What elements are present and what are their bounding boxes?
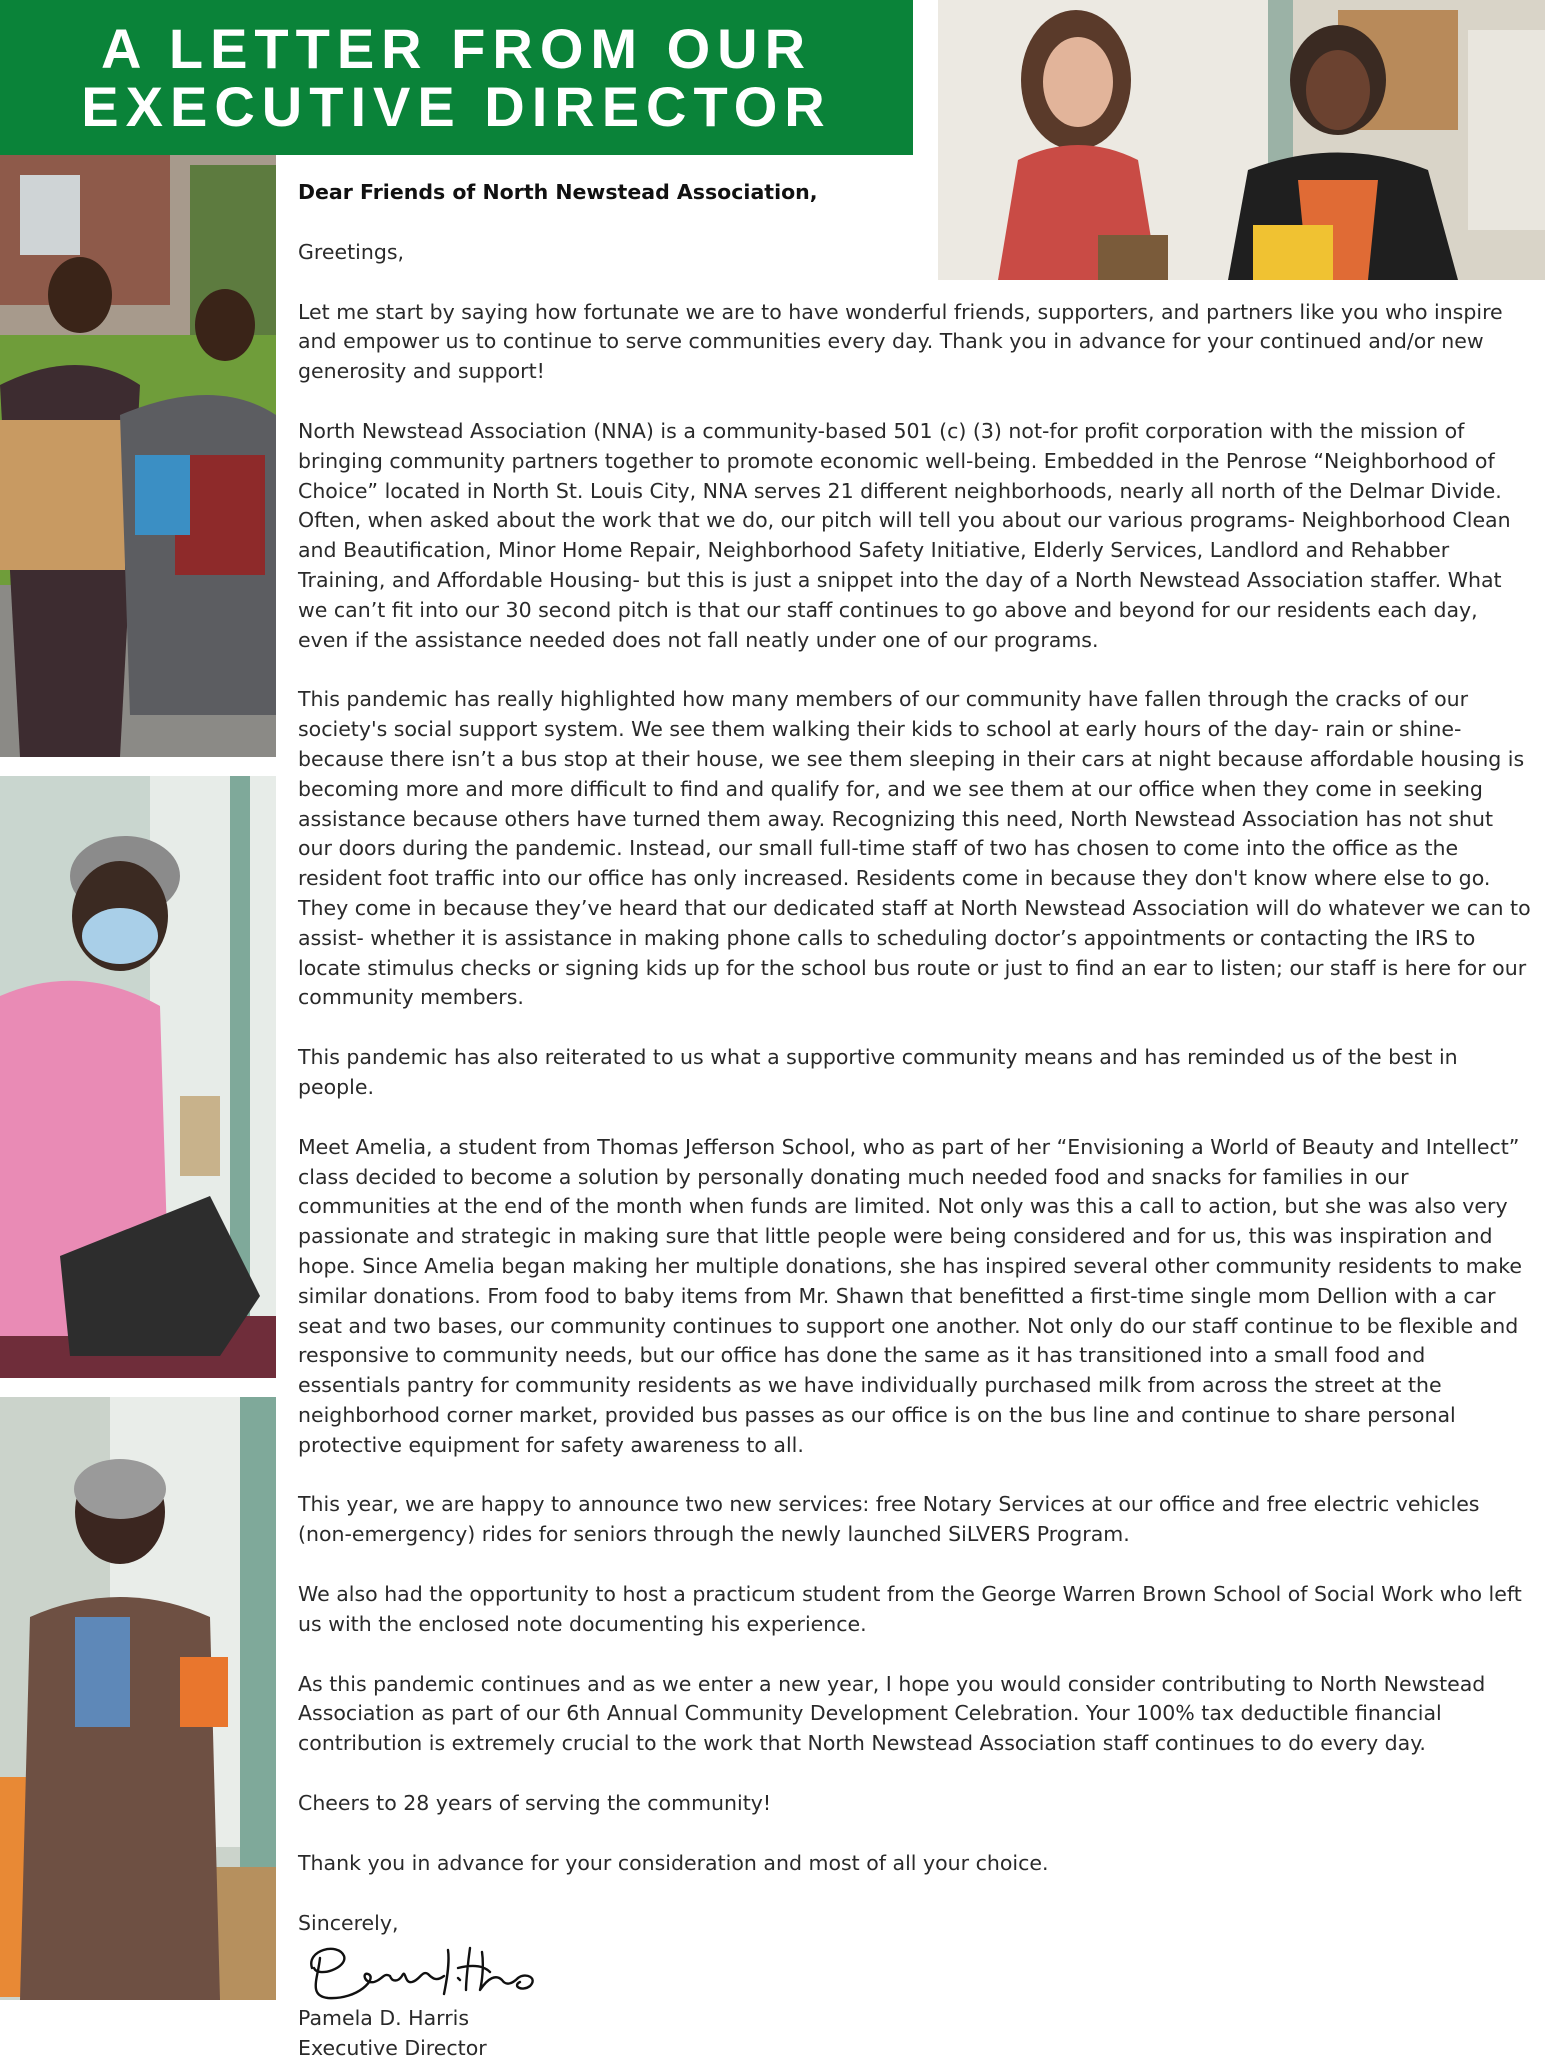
letter-paragraph: Let me start by saying how fortunate we are to have wonderful friends, supporters, and partners like you who inspire and empower us to continue to serve communities every day. Thank you in advance for your continued and/or new generosity and support! [298, 299, 1503, 384]
signer-name: Pamela D. Harris [298, 2006, 470, 2031]
letter-paragraph: North Newstead Association (NNA) is a community-based 501 (c) (3) not-for profit corporation with the mission of bringing community partners together to promote economic well-being. Embedded in the Penrose “Neighborhood of Choice” located in North St. Louis City, NNA serves 21 different neighborhoods, nearly all north of the Delmar Divide. Often, when asked about the work that we do, our pitch will tell you about our various programs- Neighborhood Clean and Beautification, Minor Home Repair, Neighborhood Safety Initiative, Elderly Services, Landlord and Rehabber Training, and Affordable Housing- but this is just a snippet into the day of a North Newstead Association staffer. What we can’t fit into our 30 second pitch is that our staff continues to go above and beyond for our residents each day, even if the assistance needed does not fall neatly under one of our programs. [298, 418, 1511, 652]
header-banner [0, 0, 913, 155]
page-title-line-1: A LETTER FROM OUR [100, 16, 813, 80]
letter-paragraph: Cheers to 28 years of serving the community! [298, 1791, 772, 1816]
letter-body [298, 178, 1533, 2064]
photo-woman-in-pink-shirt [0, 776, 276, 1378]
letter-paragraph: This pandemic has really highlighted how many members of our community have fallen through the cracks of our society's social support system. We see them walking their kids to school at early hours of the day- rain or shine- because there isn’t a bus stop at their house, we see them sleeping in their cars at night because affordable housing is becoming more and more difficult to find and qualify for, and we see them at our office when they come in seeking assistance because others have turned them away. Recognizing this need, North Newstead Association has not shut our doors during the pandemic. Instead, our small full-time staff of two has chosen to come into the office as the resident foot traffic into our office has only increased. Residents come in because they don't know where else to go. They come in because they’ve heard that our dedicated staff at North Newstead Association will do whatever we can to assist- whether it is assistance in making phone calls to scheduling doctor’s appointments or contacting the IRS to locate stimulus checks or signing kids up for the school bus route or just to find an ear to listen; our staff is here for our community members. [298, 687, 1531, 1010]
letter-paragraph: Meet Amelia, a student from Thomas Jefferson School, who as part of her “Envisioning a World of Beauty and Intellect” class decided to become a solution by personally donating much needed food and snacks for families in our communities at the end of the month when funds are limited. Not only was this a call to action, but she was also very passionate and strategic in making sure that little people were being considered and for us, this was inspiration and hope. Since Amelia began making her multiple donations, she has inspired several other community residents to make similar donations. From food to baby items from Mr. Shawn that benefitted a first-time single mom Dellion with a car seat and two bases, our community continues to support one another. Not only do our staff continue to be flexible and responsive to community needs, but our office has done the same as it has transitioned into a small food and essentials pantry for community residents as we have individually purchased milk from across the street at the neighborhood corner market, provided bus passes as our office is on the bus line and continue to share personal protective equipment for safety awareness to all. [298, 1134, 1523, 1457]
letter-paragraph: This pandemic has also reiterated to us what a supportive community means and has reminded us of the best in people. [298, 1045, 1458, 1099]
letter-paragraph: As this pandemic continues and as we enter a new year, I hope you would consider contributing to North Newstead Association as part of our 6th Annual Community Development Celebration. Your 100% tax deductible financial contribution is extremely crucial to the work that North Newstead Association staff continues to do every day. [298, 1671, 1486, 1756]
handwritten-signature [298, 1938, 558, 2004]
letter-paragraph: This year, we are happy to announce two new services: free Notary Services at our office and free electric vehicles (non-emergency) rides for seniors through the newly launched SiLVERS Program. [298, 1492, 1480, 1547]
letter-salutation: Dear Friends of North Newstead Association, [298, 180, 818, 204]
letter-paragraph: Thank you in advance for your consideration and most of all your choice. [298, 1850, 1049, 1875]
photo-family-with-food-box [0, 155, 276, 757]
letter-closing: Sincerely, [298, 1910, 399, 1935]
photo-woman-holding-donations [0, 1397, 276, 2000]
letter-paragraph: We also had the opportunity to host a practicum student from the George Warren Brown School of Social Work who left us with the enclosed note documenting his experience. [298, 1582, 1522, 1636]
letter-paragraph: Greetings, [298, 239, 405, 264]
page-title-line-2: EXECUTIVE DIRECTOR [81, 74, 832, 138]
signer-title: Executive Director [298, 2036, 487, 2061]
